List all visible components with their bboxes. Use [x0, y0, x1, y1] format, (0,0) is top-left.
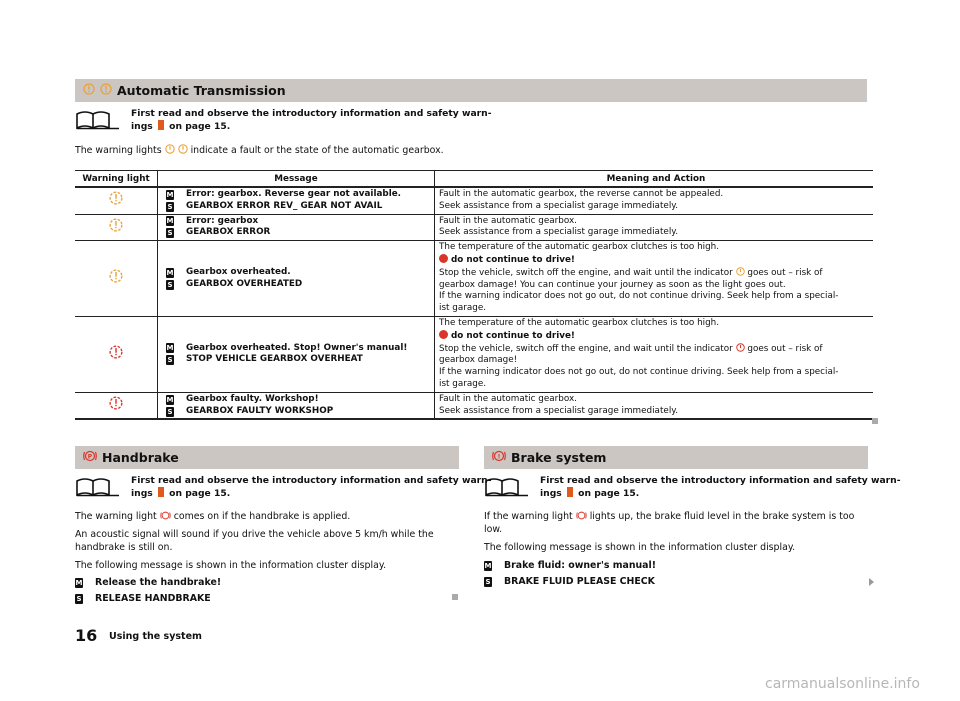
message-text: STOP VEHICLE GEARBOX OVERHEAT [186, 354, 363, 365]
table-row [75, 241, 873, 317]
meaning-text: goes out – risk of [747, 343, 823, 354]
yellow-gearbox-warning-icon [736, 267, 745, 276]
s-badge-icon: S [167, 229, 173, 238]
note-line: First read and observe the introductory information and safety warn- [131, 475, 492, 486]
page-number: 16 [75, 626, 98, 645]
red-gearbox-warning-icon [107, 343, 125, 361]
s-badge-icon: S [167, 356, 173, 365]
section-bar-handbrake [75, 446, 459, 469]
section-end-marker [452, 594, 458, 600]
exclamation-icon [567, 487, 573, 497]
meaning-text: Fault in the automatic gearbox. [439, 215, 577, 226]
meaning-text: Stop the vehicle, switch off the engine, and wait until the indicator [439, 267, 733, 278]
intro-paragraph: The warning lights indicate a fault or the state of the automatic gearbox. [75, 145, 444, 156]
handbrake-icon [160, 511, 171, 520]
message-text: BRAKE FLUID PLEASE CHECK [504, 575, 655, 587]
m-badge-icon: M [166, 344, 174, 353]
continue-arrow-icon [869, 578, 874, 586]
handbrake-p2: An acoustic signal will sound if you drive the vehicle above 5 km/h while the handbrake is still on. [75, 529, 434, 553]
exclamation-icon [158, 487, 164, 497]
handbrake-icon [83, 450, 97, 465]
yellow-gearbox-warning-icon [107, 189, 125, 207]
message-text: Gearbox overheated. [186, 266, 291, 277]
s-badge-icon: S [167, 407, 173, 416]
red-gearbox-warning-icon [736, 343, 745, 352]
gearbox-warning-icon-2 [100, 83, 112, 98]
meaning-text: If the warning indicator does not go out, do not continue driving. Seek help from a special- [439, 291, 839, 302]
gearbox-warning-icon [165, 144, 175, 154]
section-title: Handbrake [102, 450, 179, 465]
note-line-2: ings on page 15. [131, 488, 231, 499]
meaning-text: Seek assistance from a specialist garage immediately. [439, 200, 679, 211]
handbrake-p3: The following message is shown in the information cluster display. [75, 560, 387, 571]
section-bar-automatic-transmission [75, 79, 867, 102]
brake-system-icon [492, 450, 506, 465]
header-warning-light: Warning light [75, 171, 158, 188]
table-row [75, 214, 873, 241]
s-badge-icon: S [167, 280, 173, 289]
safety-note [75, 108, 492, 133]
stop-icon [439, 254, 448, 263]
m-badge-icon: M [75, 579, 83, 588]
message-text: GEARBOX ERROR REV_ GEAR NOT AVAIL [186, 200, 383, 211]
safety-note [484, 475, 901, 500]
meaning-text: Fault in the automatic gearbox, the reverse cannot be appealed. [439, 189, 724, 199]
red-gearbox-warning-icon [107, 394, 125, 412]
meaning-text: goes out – risk of [747, 267, 823, 278]
meaning-text: If the warning indicator does not go out, do not continue driving. Seek help from a special- [439, 367, 839, 378]
meaning-text: do not continue to drive! [451, 330, 575, 341]
meaning-text: ist garage. [439, 378, 487, 389]
meaning-text: Stop the vehicle, switch off the engine, and wait until the indicator [439, 343, 733, 354]
page-footer-title: Using the system [109, 631, 202, 642]
s-badge-icon: S [167, 202, 173, 211]
message-text: Error: gearbox. Reverse gear not available. [186, 189, 402, 199]
note-line-2: ings on page 15. [131, 121, 231, 132]
gearbox-warning-icon [83, 83, 95, 98]
meaning-text: ist garage. [439, 303, 487, 314]
handbrake-p1: The warning light comes on if the handbrake is applied. [75, 511, 351, 522]
svg-text:P: P [87, 453, 93, 461]
m-badge-icon: M [166, 190, 174, 199]
meaning-text: Fault in the automatic gearbox. [439, 393, 577, 404]
note-line: First read and observe the introductory information and safety warn- [131, 108, 492, 119]
m-badge-icon: M [166, 268, 174, 277]
brake-system-icon [576, 511, 587, 520]
header-meaning: Meaning and Action [435, 171, 874, 188]
s-badge-icon: S [76, 594, 82, 603]
m-badge-icon: M [166, 217, 174, 226]
message-text: GEARBOX OVERHEATED [186, 278, 303, 289]
section-title: Automatic Transmission [117, 83, 286, 98]
meaning-text: gearbox damage! You can continue your journey as soon as the light goes out. [439, 279, 786, 290]
message-text: RELEASE HANDBRAKE [95, 592, 211, 604]
table-row [75, 187, 873, 214]
yellow-gearbox-warning-icon [107, 216, 125, 234]
meaning-text: do not continue to drive! [451, 254, 575, 265]
m-badge-icon: M [166, 395, 174, 404]
section-end-marker [872, 418, 878, 424]
gearbox-warning-icon-2 [178, 144, 188, 154]
note-line-2: ings on page 15. [540, 488, 640, 499]
book-icon [75, 108, 121, 130]
meaning-text: Seek assistance from a specialist garage immediately. [439, 227, 679, 238]
message-text: Error: gearbox [186, 215, 259, 226]
message-text: Gearbox overheated. Stop! Owner's manual! [186, 342, 408, 353]
message-text: Release the handbrake! [95, 577, 222, 588]
meaning-text: The temperature of the automatic gearbox clutches is too high. [439, 317, 720, 328]
handbrake-message [75, 577, 221, 605]
brake-p2: The following message is shown in the information cluster display. [484, 542, 796, 553]
brake-message [484, 560, 656, 588]
table-row [75, 316, 873, 392]
note-line: First read and observe the introductory information and safety warn- [540, 475, 901, 486]
table-row [75, 392, 873, 419]
meaning-text: The temperature of the automatic gearbox clutches is too high. [439, 242, 720, 253]
meaning-text: Seek assistance from a specialist garage immediately. [439, 405, 679, 416]
section-bar-brake-system [484, 446, 868, 469]
message-text: Gearbox faulty. Workshop! [186, 393, 319, 404]
book-icon [484, 475, 530, 497]
yellow-gearbox-warning-icon [107, 267, 125, 285]
safety-note [75, 475, 492, 500]
exclamation-icon [158, 120, 164, 130]
message-text: GEARBOX FAULTY WORKSHOP [186, 405, 334, 416]
header-message: Message [158, 171, 435, 188]
section-title: Brake system [511, 450, 607, 465]
message-text: Brake fluid: owner's manual! [504, 560, 656, 571]
m-badge-icon: M [484, 562, 492, 571]
s-badge-icon: S [485, 577, 491, 586]
stop-icon [439, 330, 448, 339]
svg-text:!: ! [497, 453, 501, 461]
warning-table [75, 170, 873, 420]
brake-p1: If the warning light lights up, the brake fluid level in the brake system is too low. [484, 511, 855, 535]
meaning-text: gearbox damage! [439, 355, 518, 366]
book-icon [75, 475, 121, 497]
watermark: carmanualsonline.info [765, 676, 920, 692]
message-text: GEARBOX ERROR [186, 227, 271, 238]
